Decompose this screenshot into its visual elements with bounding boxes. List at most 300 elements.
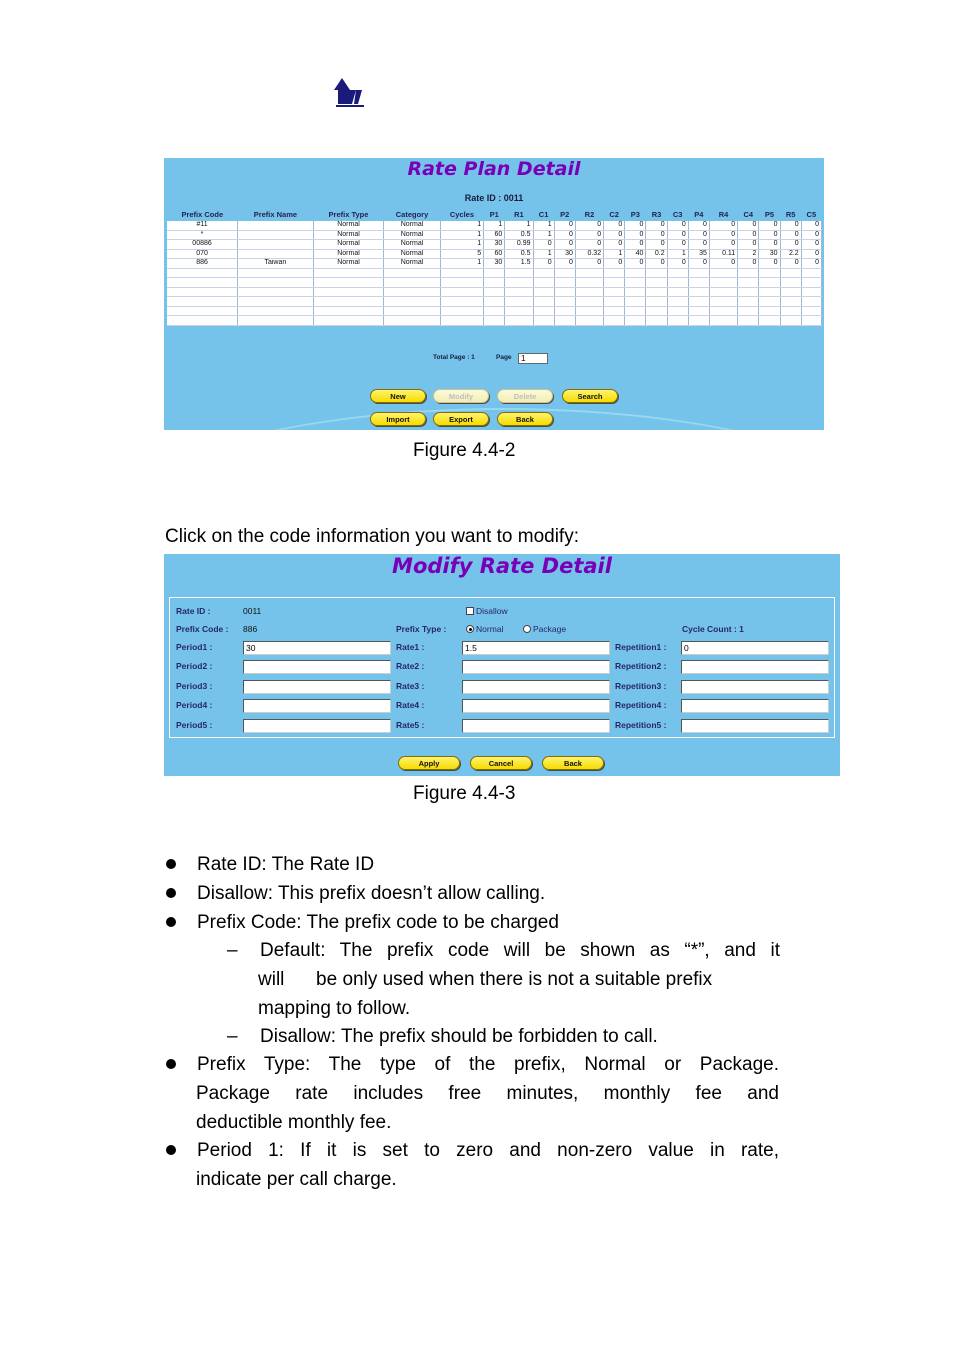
table-cell	[625, 316, 646, 326]
intro-paragraph: Click on the code information you want to modify:	[165, 526, 579, 547]
empty-table-row	[167, 278, 822, 288]
table-cell: 0	[646, 259, 667, 269]
table-cell	[688, 316, 709, 326]
table-cell	[313, 278, 384, 288]
table-cell	[625, 278, 646, 288]
rate-input[interactable]: 1.5	[462, 641, 610, 655]
table-cell	[759, 306, 780, 316]
table-cell	[709, 268, 737, 278]
table-cell	[625, 287, 646, 297]
table-cell: 0	[709, 259, 737, 269]
table-cell	[533, 316, 554, 326]
table-cell: 0	[759, 240, 780, 250]
table-cell	[484, 297, 505, 307]
table-cell	[384, 268, 440, 278]
rate-id-value: 0011	[243, 606, 262, 616]
empty-table-row	[167, 268, 822, 278]
bullet-prefix-type-line2: Package rate includes free minutes, monthly fee and	[196, 1083, 779, 1104]
table-cell: 1	[533, 230, 554, 240]
column-header: C2	[604, 207, 625, 221]
table-cell	[688, 278, 709, 288]
table-cell	[667, 278, 688, 288]
table-cell	[780, 306, 801, 316]
table-cell: 0	[780, 221, 801, 230]
table-cell: 40	[625, 249, 646, 259]
table-cell: 0	[625, 230, 646, 240]
table-cell: 5	[440, 249, 483, 259]
column-header: Prefix Name	[238, 207, 314, 221]
table-cell: 0	[554, 240, 575, 250]
table-cell	[440, 297, 483, 307]
figure-caption-2: Figure 4.4-3	[413, 783, 516, 804]
table-cell	[575, 316, 603, 326]
table-cell	[646, 306, 667, 316]
table-cell	[688, 306, 709, 316]
table-cell	[801, 297, 821, 307]
disallow-label: Disallow	[476, 606, 508, 616]
table-cell	[167, 297, 238, 307]
table-cell: 1	[440, 259, 483, 269]
table-cell	[646, 297, 667, 307]
table-cell	[238, 287, 314, 297]
table-cell	[625, 268, 646, 278]
table-cell	[646, 268, 667, 278]
table-cell: 0	[646, 240, 667, 250]
column-header: P2	[554, 207, 575, 221]
table-cell	[384, 316, 440, 326]
rate-label: Rate1 :	[396, 642, 425, 652]
table-cell: 0	[575, 221, 603, 230]
table-cell: 1	[484, 221, 505, 230]
table-cell: 0	[738, 230, 759, 240]
search-button[interactable]: Search	[562, 389, 618, 403]
period-input[interactable]: 30	[243, 641, 391, 655]
rate-plan-title: Rate Plan Detail	[407, 158, 581, 180]
table-cell	[505, 268, 533, 278]
table-cell	[667, 306, 688, 316]
table-cell: 0	[575, 240, 603, 250]
sub-default-line3: mapping to follow.	[258, 998, 411, 1019]
bullet-period-line1: Period 1: If it is set to zero and non-zero value in rate,	[197, 1140, 779, 1161]
table-cell: 1	[604, 249, 625, 259]
rate-input[interactable]	[462, 699, 610, 713]
table-cell: 0	[759, 221, 780, 230]
table-cell: 886	[167, 259, 238, 269]
table-cell	[238, 268, 314, 278]
table-cell: Normal	[384, 249, 440, 259]
table-cell: Normal	[313, 221, 384, 230]
repetition-input[interactable]: 0	[681, 641, 829, 655]
column-header: Cycles	[440, 207, 483, 221]
table-cell: Normal	[384, 259, 440, 269]
table-cell: 0.5	[505, 230, 533, 240]
table-cell	[575, 297, 603, 307]
period-input[interactable]	[243, 680, 391, 694]
table-cell	[313, 297, 384, 307]
repetition-input[interactable]	[681, 699, 829, 713]
table-cell	[440, 278, 483, 288]
package-radio-label: Package	[533, 624, 567, 634]
table-cell: 60	[484, 230, 505, 240]
table-cell	[738, 306, 759, 316]
table-cell	[780, 287, 801, 297]
table-cell	[533, 297, 554, 307]
table-cell	[604, 278, 625, 288]
delete-button[interactable]: Delete	[497, 389, 553, 403]
table-cell: 0	[646, 221, 667, 230]
period-input[interactable]	[243, 699, 391, 713]
period-label: Period4 :	[176, 700, 213, 710]
table-row[interactable]	[167, 221, 822, 230]
table-cell	[709, 287, 737, 297]
normal-radio-label: Normal	[476, 624, 504, 634]
table-cell	[484, 316, 505, 326]
table-cell	[709, 278, 737, 288]
table-cell	[667, 297, 688, 307]
table-cell	[384, 306, 440, 316]
table-cell: 1	[505, 221, 533, 230]
table-cell	[667, 316, 688, 326]
page-input[interactable]: 1	[518, 353, 548, 364]
period-label: Period5 :	[176, 720, 213, 730]
table-cell	[238, 297, 314, 307]
table-cell	[801, 287, 821, 297]
rate-table	[167, 207, 822, 326]
table-cell: 0	[780, 259, 801, 269]
table-cell: 0.11	[709, 249, 737, 259]
table-cell	[484, 278, 505, 288]
table-cell	[238, 249, 314, 259]
table-cell	[554, 268, 575, 278]
table-cell: 30	[484, 259, 505, 269]
table-cell: 0	[801, 259, 821, 269]
table-cell	[688, 268, 709, 278]
table-cell: 0.99	[505, 240, 533, 250]
table-cell: 1	[440, 230, 483, 240]
table-cell	[709, 316, 737, 326]
table-cell	[575, 287, 603, 297]
sub-disallow: Disallow: The prefix should be forbidden to call.	[260, 1026, 658, 1047]
new-button[interactable]: New	[370, 389, 426, 403]
table-row[interactable]	[167, 259, 822, 269]
table-cell: 0	[801, 249, 821, 259]
rate-id-label: Rate ID :	[176, 606, 211, 616]
table-cell	[533, 268, 554, 278]
column-header: P4	[688, 207, 709, 221]
table-cell	[484, 287, 505, 297]
column-header: P3	[625, 207, 646, 221]
rate-label: Rate4 :	[396, 700, 425, 710]
table-cell: 2	[738, 249, 759, 259]
table-cell	[440, 306, 483, 316]
bullet-dot	[166, 917, 176, 927]
repetition-label: Repetition4 :	[615, 700, 667, 710]
table-cell	[167, 278, 238, 288]
table-cell: 00886	[167, 240, 238, 250]
bullet-rate-id: Rate ID: The Rate ID	[197, 854, 375, 875]
prefix-code-label: Prefix Code :	[176, 624, 229, 634]
period-input[interactable]	[243, 719, 391, 733]
table-cell: 0	[604, 221, 625, 230]
table-cell: 0	[759, 230, 780, 240]
table-cell	[738, 316, 759, 326]
table-cell: 0	[554, 221, 575, 230]
table-cell: 0	[575, 259, 603, 269]
table-cell	[759, 268, 780, 278]
table-cell: 30	[484, 240, 505, 250]
table-cell	[554, 316, 575, 326]
table-cell: 0	[780, 230, 801, 240]
table-cell: 0	[688, 240, 709, 250]
period-input[interactable]	[243, 660, 391, 674]
table-cell	[625, 297, 646, 307]
table-cell: 35	[688, 249, 709, 259]
table-cell	[505, 306, 533, 316]
table-cell: 0	[801, 240, 821, 250]
empty-table-row	[167, 316, 822, 326]
table-cell	[604, 316, 625, 326]
normal-radio[interactable]	[466, 625, 474, 633]
column-header: Category	[384, 207, 440, 221]
table-cell	[313, 316, 384, 326]
table-cell: 0	[533, 259, 554, 269]
dash-marker: –	[227, 1026, 238, 1047]
table-row[interactable]	[167, 249, 822, 259]
period-label: Period1 :	[176, 642, 213, 652]
table-row[interactable]	[167, 230, 822, 240]
table-cell	[384, 287, 440, 297]
table-cell	[709, 297, 737, 307]
column-header: P5	[759, 207, 780, 221]
table-cell	[780, 297, 801, 307]
table-cell	[738, 287, 759, 297]
table-cell	[313, 306, 384, 316]
table-cell	[575, 268, 603, 278]
table-cell	[604, 287, 625, 297]
table-cell	[484, 268, 505, 278]
table-cell	[238, 230, 314, 240]
table-cell: 0	[554, 230, 575, 240]
bullet-dot	[166, 859, 176, 869]
table-cell	[167, 306, 238, 316]
table-cell: 0	[667, 259, 688, 269]
column-header: Prefix Code	[167, 207, 238, 221]
table-row[interactable]	[167, 240, 822, 250]
repetition-label: Repetition3 :	[615, 681, 667, 691]
column-header: C5	[801, 207, 821, 221]
table-cell: 0	[780, 240, 801, 250]
table-cell	[625, 306, 646, 316]
table-cell	[738, 268, 759, 278]
prefix-type-label: Prefix Type :	[396, 624, 447, 634]
back-button[interactable]: Back	[497, 412, 553, 426]
table-cell	[738, 297, 759, 307]
table-cell	[505, 278, 533, 288]
figure-caption-1: Figure 4.4-2	[413, 440, 516, 461]
rate-id-label: Rate ID : 0011	[464, 193, 524, 203]
export-button[interactable]: Export	[433, 412, 489, 426]
table-cell	[575, 278, 603, 288]
table-cell	[604, 297, 625, 307]
table-cell: 0	[667, 221, 688, 230]
table-cell: 0	[709, 230, 737, 240]
table-cell: Normal	[313, 249, 384, 259]
sub-default-line1: Default: The prefix code will be shown as “*”, and it	[260, 940, 780, 961]
table-cell: Normal	[384, 230, 440, 240]
table-cell	[738, 278, 759, 288]
table-cell: 0	[667, 240, 688, 250]
table-cell	[440, 316, 483, 326]
rate-table-header	[167, 207, 822, 221]
disallow-checkbox[interactable]	[466, 607, 474, 615]
table-cell	[238, 240, 314, 250]
table-cell	[440, 287, 483, 297]
period-label: Period3 :	[176, 681, 213, 691]
table-cell	[780, 268, 801, 278]
cycle-count-label: Cycle Count : 1	[682, 624, 744, 634]
table-cell	[575, 306, 603, 316]
table-cell	[646, 287, 667, 297]
column-header: P1	[484, 207, 505, 221]
table-cell: *	[167, 230, 238, 240]
table-cell	[554, 297, 575, 307]
modify-rate-detail-panel	[164, 554, 840, 776]
table-cell: Normal	[313, 230, 384, 240]
table-cell	[667, 268, 688, 278]
table-cell: 30	[554, 249, 575, 259]
rate-input[interactable]	[462, 680, 610, 694]
bullet-dot	[166, 1059, 176, 1069]
table-cell: Normal	[384, 221, 440, 230]
table-cell: 0	[709, 221, 737, 230]
table-cell: 0	[688, 259, 709, 269]
table-cell: 1	[533, 249, 554, 259]
rate-table-body	[167, 221, 822, 325]
total-page-label: Total Page : 1	[433, 354, 475, 361]
column-header: R4	[709, 207, 737, 221]
table-cell	[238, 278, 314, 288]
table-cell: Normal	[313, 259, 384, 269]
table-cell	[167, 268, 238, 278]
table-cell: 0	[738, 240, 759, 250]
table-cell: 1	[667, 249, 688, 259]
table-cell: 0	[738, 259, 759, 269]
table-cell: Normal	[384, 240, 440, 250]
table-cell	[533, 287, 554, 297]
table-cell: 0	[801, 221, 821, 230]
repetition-label: Repetition5 :	[615, 720, 667, 730]
table-cell	[167, 287, 238, 297]
table-cell: 0	[604, 259, 625, 269]
table-cell	[759, 278, 780, 288]
table-cell	[440, 268, 483, 278]
table-cell: 0	[604, 240, 625, 250]
table-cell	[646, 278, 667, 288]
rate-input[interactable]	[462, 719, 610, 733]
table-cell	[667, 287, 688, 297]
table-cell: 0.5	[505, 249, 533, 259]
page-label: Page	[496, 354, 512, 361]
bullet-prefix-type-line1: Prefix Type: The type of the prefix, Normal or Package.	[197, 1054, 779, 1075]
repetition-input[interactable]	[681, 660, 829, 674]
back-button-2[interactable]: Back	[542, 756, 604, 770]
table-cell	[505, 287, 533, 297]
bullet-dot	[166, 888, 176, 898]
repetition-input[interactable]	[681, 680, 829, 694]
table-cell: 1.5	[505, 259, 533, 269]
table-cell: 0	[554, 259, 575, 269]
table-cell: 0	[604, 230, 625, 240]
column-header: R5	[780, 207, 801, 221]
rate-label: Rate3 :	[396, 681, 425, 691]
table-cell: 0.32	[575, 249, 603, 259]
table-cell: 0	[667, 230, 688, 240]
table-cell	[505, 297, 533, 307]
table-cell	[167, 316, 238, 326]
rate-input[interactable]	[462, 660, 610, 674]
table-cell	[646, 316, 667, 326]
bullet-dot	[166, 1145, 176, 1155]
table-cell	[313, 287, 384, 297]
table-cell: 0	[709, 240, 737, 250]
table-cell	[688, 287, 709, 297]
table-cell	[554, 287, 575, 297]
table-cell	[533, 278, 554, 288]
table-cell: 0	[688, 221, 709, 230]
modify-button[interactable]: Modify	[433, 389, 489, 403]
table-cell	[801, 268, 821, 278]
table-cell	[604, 306, 625, 316]
table-cell: 0	[625, 259, 646, 269]
modify-rate-title: Modify Rate Detail	[392, 554, 612, 578]
table-cell	[801, 278, 821, 288]
import-button[interactable]: Import	[370, 412, 426, 426]
table-cell	[533, 306, 554, 316]
table-cell	[554, 278, 575, 288]
column-header: R3	[646, 207, 667, 221]
table-cell: 0	[575, 230, 603, 240]
company-logo-icon	[332, 78, 368, 108]
bullet-period-line2: indicate per call charge.	[196, 1169, 397, 1190]
table-cell: 1	[440, 240, 483, 250]
column-header: R1	[505, 207, 533, 221]
table-cell	[801, 316, 821, 326]
table-cell	[759, 297, 780, 307]
table-cell	[688, 297, 709, 307]
prefix-code-value: 886	[243, 624, 258, 634]
table-cell: 0.2	[646, 249, 667, 259]
cancel-button[interactable]: Cancel	[470, 756, 532, 770]
table-cell: 0	[646, 230, 667, 240]
table-cell	[801, 306, 821, 316]
rate-label: Rate2 :	[396, 661, 425, 671]
repetition-input[interactable]	[681, 719, 829, 733]
table-cell: #11	[167, 221, 238, 230]
sub-default-line2: will be only used when there is not a suitable prefix	[258, 969, 713, 990]
empty-table-row	[167, 287, 822, 297]
table-cell: 2.2	[780, 249, 801, 259]
column-header: C3	[667, 207, 688, 221]
package-radio[interactable]	[523, 625, 531, 633]
table-cell: 070	[167, 249, 238, 259]
table-cell: 0	[738, 221, 759, 230]
table-cell: 60	[484, 249, 505, 259]
table-cell	[780, 316, 801, 326]
apply-button[interactable]: Apply	[398, 756, 460, 770]
table-cell: Taiwan	[238, 259, 314, 269]
table-cell	[238, 221, 314, 230]
empty-table-row	[167, 306, 822, 316]
